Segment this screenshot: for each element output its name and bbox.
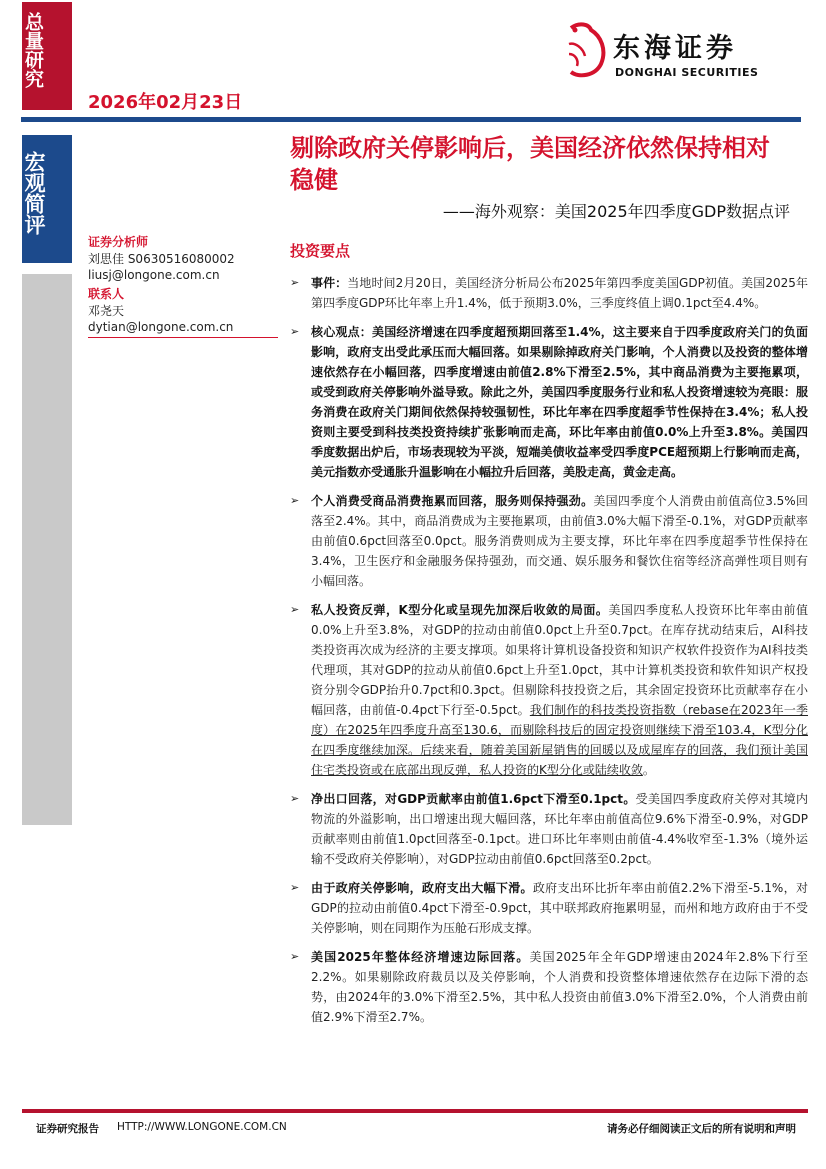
report-subtitle: ——海外观察：美国2025年四季度GDP数据点评 — [442, 202, 790, 221]
contact-name: 邓尧天 — [88, 304, 125, 318]
report-date: 2026年02月23日 — [88, 92, 243, 113]
key-points-list — [290, 273, 808, 1036]
analyst-email[interactable]: liusj@longone.com.cn — [88, 268, 220, 282]
bullet-body: 政府支出环比折年率由前值2.2%下滑至-5.1%，对GDP的拉动由前值0.4pct下滑至-0.9pct，其中联邦政府拖累明显，而州和地方政府由于不受关停影响，则在同期作为压舱石形成支撑。 — [311, 881, 808, 935]
bullet-lead: 事件： — [311, 276, 348, 290]
bullet-body: 美国四季度个人消费由前值高位3.5%回落至2.4%。其中，商品消费成为主要拖累项，由前值3.0%大幅下滑至-0.1%，对GDP贡献率由前值0.6pct回落至0.0pct。服务消费则成为主要支撑，环比年率在四季度超季节性保持在3.4%，卫生医疗和金融服务保持强劲，而交通、娱乐服务和餐饮住宿等经济高弹性项目则有小幅回落。 — [311, 494, 808, 588]
list-item — [290, 491, 808, 591]
footer-divider — [22, 1109, 808, 1113]
header-divider — [21, 117, 801, 122]
bullet-lead: 核心观点：美国经济增速在四季度超预期回落至1.4%，这主要来自于四季度政府关门的负面影响，政府支出受此承压而大幅回落。如果剔除掉政府关门影响，个人消费以及投资的整体增速依然存在小幅回落，四季度增速由前值2.8%下滑至2.5%，其中商品消费为主要拖累项，或受到政府关停影响外溢导致。除此之外，美国四季度服务行业和私人投资增速较为亮眼：服务消费在政府关门期间依然保持较强韧性，环比年率在四季度超季节性保持在3.4%；私人投资则主要受到科技类投资持续扩张影响而走高，环比年率由前值0.0%上升至3.8%。美国四季度数据出炉后，市场表现较为平淡，短端美债收益率受四季度PCE超预期上行影响而走高，美元指数亦受通胀升温影响在小幅拉升后回落，美股走高，黄金走高。 — [311, 325, 808, 479]
list-item — [290, 878, 808, 938]
list-item — [290, 789, 808, 869]
report-title: 剔除政府关停影响后，美国经济依然保持相对稳健 — [290, 134, 770, 194]
contact-email[interactable]: dytian@longone.com.cn — [88, 320, 234, 334]
bullet-lead: 私人投资反弹，K型分化或呈现先加深后收敛的局面。 — [311, 603, 609, 617]
bullet-lead: 美国2025年整体经济增速边际回落。 — [311, 950, 530, 964]
arrow-bullet-icon: ➢ — [290, 950, 300, 963]
bullet-lead: 个人消费受商品消费拖累而回落，服务则保持强劲。 — [311, 494, 594, 508]
arrow-bullet-icon: ➢ — [290, 881, 300, 894]
list-item — [290, 947, 808, 1027]
page-footer — [0, 1109, 826, 1169]
category-tag: 总量研究 — [22, 2, 72, 110]
bullet-body: 当地时间2月20日，美国经济分析局公布2025年第四季度美国GDP初值。美国2025年第四季度GDP环比年率上升1.4%，低于预期3.0%，三季度终值上调0.1pct至4.4%。 — [311, 276, 808, 310]
main-flow — [0, 273, 826, 1169]
analyst-name: 刘思佳 S0630516080002 — [88, 252, 235, 266]
list-item — [290, 273, 808, 313]
arrow-bullet-icon: ➢ — [290, 276, 300, 289]
arrow-bullet-icon: ➢ — [290, 494, 300, 507]
company-logo — [565, 22, 795, 82]
bullet-body: 美国四季度私人投资环比年率由前值0.0%上升至3.8%，对GDP的拉动由前值0.0pct上升至0.7pct。在库存扰动结束后，AI科技类投资再次成为经济的主要支撑项。如果将计算机设备投资和知识产权软件投资作为AI科技类代理项，其对GDP的拉动从前值0.6pct上升至1.0pct，其中计算机类投资和软件知识产权投资分别令GDP抬升0.7pct和0.3pct。但剔除科技投资之后，其余固定投资环比贡献率存在小幅回落，由前值-0.4pct下行至-0.5pct。 — [311, 603, 808, 717]
footer-label: 证券研究报告 — [36, 1123, 99, 1135]
logo-cn: 东海证券 — [613, 33, 737, 64]
key-points-heading: 投资要点 — [290, 242, 351, 260]
list-item: ➢ 私人投资反弹，K型分化或呈现先加深后收敛的局面。美国四季度私人投资环比年率由前值0.0%上升至3.8%，对GDP的拉动由前值0.0pct上升至0.7pct。在库存扰动结束后，AI科技类投资再次成为经济的主要支撑项。如果将计算机设备投资和知识产权软件投资作为AI科技类代理项，其对GDP的拉动从前值0.6pct上升至1.0pct，其中计算机类投资和软件知识产权投资分别令GDP抬升0.7pct和0.3pct。但剔除科技投资之后，其余固定投资环比贡献率存在小幅回落，由前值-0.4pct下行至-0.5pct。我们制作的科技类投资指数（rebase在2023年一季度）在2025年四季度升高至130.6，而剔除科技后的固定投资则继续下滑至103.4，K型分化在四季度继续加深。后续来看，随着美国新屋销售的回暖以及成屋库存的回落，我们预计美国住宅类投资或在底部出现反弹，私人投资的K型分化或陆续收敛。 — [290, 600, 808, 780]
bullet-body: 美国2025年全年GDP增速由2024年2.8%下行至2.2%。如果剔除政府裁员以及关停影响，个人消费和投资整体增速依然存在边际下滑的态势，由2024年的3.0%下滑至2.5%，其中私人投资由前值3.0%下滑至2.0%，个人消费由前值2.9%下滑至2.7%。 — [311, 950, 808, 1024]
arrow-bullet-icon: ➢ — [290, 603, 300, 616]
bullet-underlined-text: 我们制作的科技类投资指数（rebase在2023年一季度）在2025年四季度升高至130.6，而剔除科技后的固定投资则继续下滑至103.4，K型分化在四季度继续加深。后续来看，随着美国新屋销售的回暖以及成屋库存的回落，我们预计美国住宅类投资或在底部出现反弹，私人投资的K型分化或陆续收敛 — [311, 703, 809, 777]
bullet-body: 受美国四季度政府关停对其境内物流的外溢影响，出口增速出现大幅回落，环比年率由前值高位9.6%下滑至-0.9%，对GDP贡献率则由前值1.0pct回落至-0.1pct。进口环比年率则由前值-4.4%收窄至-1.3%（境外运输不受政府关停影响），对GDP拉动由前值0.6pct回落至0.2pct。 — [311, 792, 808, 866]
footer-url-link[interactable]: HTTP://WWW.LONGONE.COM.CN — [117, 1121, 287, 1133]
logo-en: DONGHAI SECURITIES — [615, 66, 759, 79]
arrow-bullet-icon: ➢ — [290, 325, 300, 338]
arrow-bullet-icon: ➢ — [290, 792, 300, 805]
analyst-label: 证券分析师 — [88, 235, 149, 249]
dragon-logo-icon — [565, 22, 609, 80]
report-type-tag: 宏观简评 — [22, 135, 72, 263]
footer-disclaimer: 请务必仔细阅读正文后的所有说明和声明 — [607, 1123, 796, 1135]
list-item — [290, 322, 808, 482]
bullet-lead: 净出口回落，对GDP贡献率由前值1.6pct下滑至0.1pct。 — [311, 792, 636, 806]
spacer — [0, 1036, 826, 1109]
contact-label: 联系人 — [88, 287, 125, 301]
bullet-lead: 由于政府关停影响，政府支出大幅下滑。 — [311, 881, 533, 895]
